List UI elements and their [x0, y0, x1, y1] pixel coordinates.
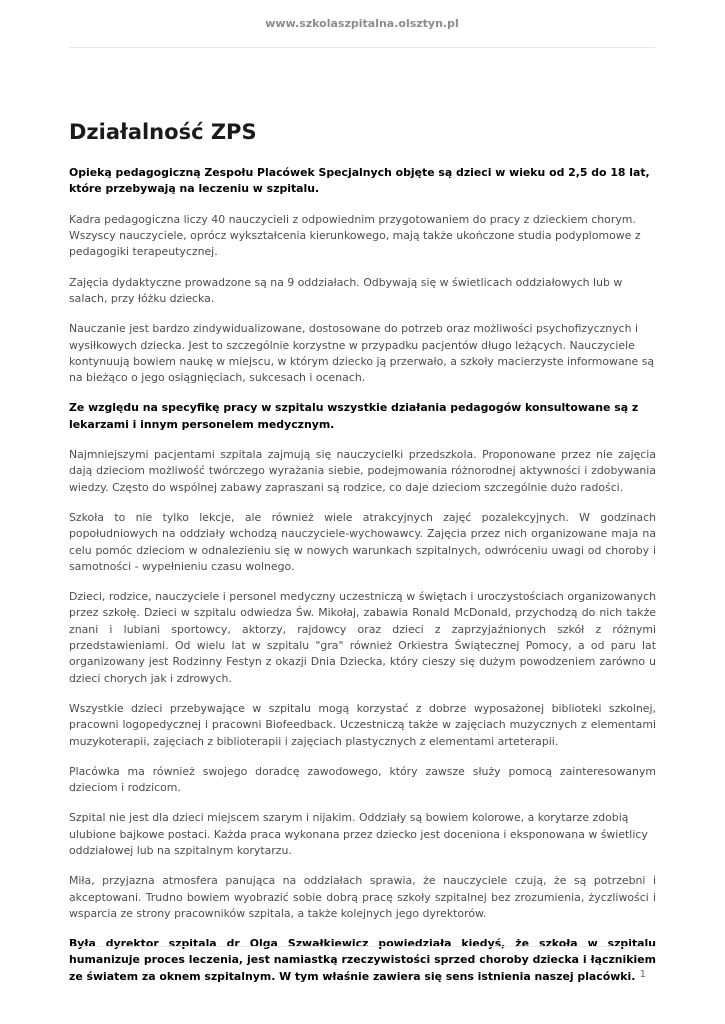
- paragraph-preschool: Najmniejszymi pacjentami szpitala zajmują się nauczycielki przedszkola. Proponowane przez nie zajęcia dają dzieciom możliwość twórczego wyrażania siebie, podejmowania różnorodnej aktywności i zdobywania wiedzy. Często do wspólnej zabawy zapraszani są rodzice, co daje dzieciom szczególnie dużo radości.: [69, 448, 656, 494]
- paragraph-library: Wszystkie dzieci przebywające w szpitalu mogą korzystać z dobrze wyposażonej biblioteki szkolnej, pracowni logopedycznej i pracowni Biofeedback. Uczestniczą także w zajęciach muzycznych z elementami muzykoterapii, zajęciach z biblioterapii i zajęciach plastycznych z elementami arteterapii.: [69, 701, 656, 748]
- paragraph-counselor: Placówka ma również swojego doradcę zawodowego, który zawsze służy pomocą zainteresowanym dzieciom i rodzicom.: [69, 764, 656, 795]
- paragraph-classes: Zajęcia dydaktyczne prowadzone są na 9 oddziałach. Odbywają się w świetlicach oddziałowych lub w salach, przy łóżku dziecka.: [69, 275, 623, 305]
- paragraph-quote: Była dyrektor szpitala dr Olga Szwałkiewicz powiedziała kiedyś, że szkoła w szpitalu humanizuje proces leczenia, jest namiastką rzeczywistości sprzed choroby dziecka i łącznikiem ze światem za oknem szpitalnym. W tym właśnie zawiera się sens istnienia naszej placówki.: [69, 937, 656, 983]
- paragraph-consultation: Ze względu na specyfikę pracy w szpitalu wszystkie działania pedagogów konsultowane są z lekarzami i innym personelem medycznym.: [69, 401, 639, 431]
- paragraph-extracurricular: Szkoła to nie tylko lekcje, ale również wiele atrakcyjnych zajęć pozalekcyjnych. W godzinach popołudniowych na oddziały wchodzą nauczyciele-wychowawcy. Zajęcia przez nich organizowane maja na celu pomóc dzieciom w odnalezieniu się w nowych warunkach szpitalnych, odwróceniu uwagi od choroby i samotności - wypełnieniu czasu wolnego.: [69, 510, 656, 573]
- paragraph-events: Dzieci, rodzice, nauczyciele i personel medyczny uczestniczą w świętach i uroczystościach organizowanych przez szkołę. Dzieci w szpitalu odwiedza Św. Mikołaj, zabawia Ronald McDonald, przychodzą do nich także znani i lubiani sportowcy, aktorzy, rajdowcy oraz dzieci z zaprzyjaźnionych szkół z różnymi przedstawieniami. Od wielu lat w szpitalu "gra" również Orkiestra Świątecznej Pomocy, a od paru lat organizowany jest Rodzinny Festyn z okazji Dnia Dziecka, który cieszy się dużym powodzeniem zarówno u dzieci chorych jak i zdrowych.: [69, 590, 656, 685]
- page-title: Działalność ZPS: [69, 120, 257, 144]
- document-body: [69, 120, 656, 999]
- paragraph-atmosphere: Miła, przyjazna atmosfera panująca na oddziałach sprawia, że nauczyciele czują, że są potrzebni i akceptowani. Trudno bowiem wyobrazić sobie dobrą pracę szkoły szpitalnej bez zrozumienia, życzliwości i wsparcia ze strony pracowników szpitala, a także kolejnych jego dyrektorów.: [69, 874, 656, 920]
- paragraph-wards: Szpital nie jest dla dzieci miejscem szarym i nijakim. Oddziały są bowiem kolorowe, a korytarze zdobią ulubione bajkowe postaci. Każda praca wykonana przez dziecko jest doceniona i eksponowana w świetlicy oddziałowej lub na szpitalnym korytarzu.: [69, 811, 648, 857]
- intro-paragraph: Opieką pedagogiczną Zespołu Placówek Specjalnych objęte są dzieci w wieku od 2,5 do 18 lat, które przebywają na leczeniu w szpitalu.: [69, 166, 650, 196]
- page-footer: [69, 946, 655, 987]
- page-header: [69, 0, 655, 48]
- site-url: www.szkolaszpitalna.olsztyn.pl: [265, 17, 459, 30]
- paragraph-staff: Kadra pedagogiczna liczy 40 nauczycieli z odpowiednim przygotowaniem do pracy z dzieckiem chorym. Wszyscy nauczyciele, oprócz wykształcenia kierunkowego, mają także ukończone studia podyplomowe z pedagogiki terapeutycznej.: [69, 212, 641, 259]
- page-number: 1: [639, 969, 646, 980]
- paragraph-teaching: Nauczanie jest bardzo zindywidualizowane, dostosowane do potrzeb oraz możliwości psychofizycznych i wysiłkowych dziecka. Jest to szczególnie korzystne w przypadku pacjentów długo leżących. Nauczyciele kontynuują bowiem naukę w miejscu, w którym dziecko ją przerwało, a szkoły macierzyste informowane są na bieżąco o jego osiągnięciach, sukcesach i ocenach.: [69, 322, 655, 385]
